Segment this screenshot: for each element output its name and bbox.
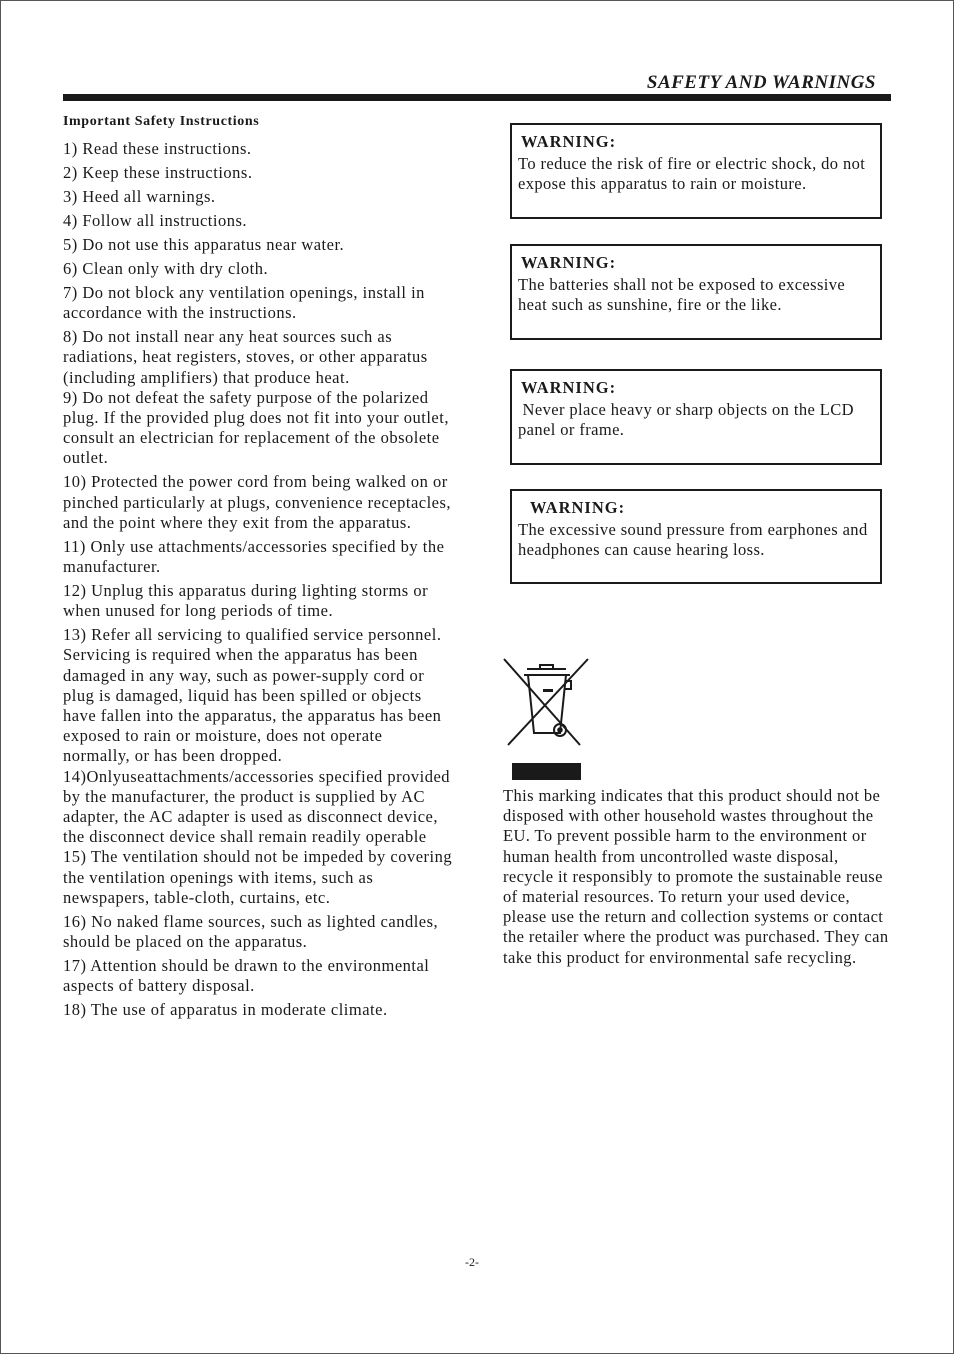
instruction-item: 17) Attention should be drawn to the environmental aspects of battery disposal. (63, 956, 430, 996)
instruction-item: 13) Refer all servicing to qualified service personnel. Servicing is required when the apparatus has been damaged in any way, such as power-supply cord or plug is damaged, liquid has been spilled or objects have fallen into the apparatus, the apparatus has been exposed to rain or moisture, does not operate normally, or has been dropped. (63, 625, 442, 766)
warning-title: WARNING: (521, 132, 617, 151)
instruction-item: 4) Follow all instructions. (63, 211, 247, 230)
warning-box-batteries (510, 244, 882, 340)
warning-text: To reduce the risk of fire or electric shock, do not expose this apparatus to rain or moisture. (518, 154, 866, 194)
instruction-item: 5) Do not use this apparatus near water. (63, 235, 345, 254)
instruction-item: 2) Keep these instructions. (63, 163, 253, 182)
warning-box-hearing (510, 489, 882, 584)
instruction-item: 14)Onlyuseattachments/accessories specified provided by the manufacturer, the product is supplied by AC adapter, the AC adapter is used as disconnect device, the disconnect device shall remain readily operable (63, 766, 451, 847)
page-title: SAFETY AND WARNINGS (646, 72, 876, 93)
warning-title: WARNING: (521, 378, 617, 397)
instructions-heading: Important Safety Instructions (63, 114, 260, 129)
instruction-item: 1) Read these instructions. (63, 139, 252, 158)
instruction-item: 18) The use of apparatus in moderate climate. (63, 1000, 388, 1020)
instructions-list (63, 139, 453, 1024)
instruction-item: 6) Clean only with dry cloth. (63, 259, 269, 278)
warning-title: WARNING: (521, 253, 617, 272)
weee-disposal-notice: This marking indicates that this product should not be disposed with other household wastes throughout the EU. To prevent possible harm to the environment or human health from uncontrolled waste disposal, recycle it responsibly to promote the sustainable reuse of material resources. To return your used device, please use the return and collection systems or contact the retailer where the product was purchased. They can take this product for environmental safe recycling. (503, 786, 889, 967)
header-rule (63, 94, 891, 101)
crossed-out-wheelie-bin-icon (500, 655, 592, 780)
warning-text: The batteries shall not be exposed to excessive heat such as sunshine, fire or the like. (518, 275, 846, 315)
instruction-item: 10) Protected the power cord from being walked on or pinched particularly at plugs, convenience receptacles, and the point where they exit from the apparatus. (63, 472, 452, 532)
instruction-item: 3) Heed all warnings. (63, 187, 216, 206)
warning-title: WARNING: (530, 498, 626, 517)
instruction-item: 12) Unplug this apparatus during lighting storms or when unused for long periods of time. (63, 581, 429, 621)
instruction-item: 16) No naked flame sources, such as lighted candles, should be placed on the apparatus. (63, 911, 439, 952)
instruction-item: 8) Do not install near any heat sources such as radiations, heat registers, stoves, or other apparatus (including amplifiers) that produce heat. (63, 327, 428, 387)
instruction-item: 15) The ventilation should not be impeded by covering the ventilation openings with items, such as newspapers, table-cloth, curtains, etc. (63, 847, 453, 907)
page-number: -2- (465, 1255, 479, 1269)
warning-text: The excessive sound pressure from earphones and headphones can cause hearing loss. (518, 520, 868, 560)
warning-box-lcd-panel (510, 369, 882, 465)
warning-box-fire-shock (510, 123, 882, 219)
instruction-item: 9) Do not defeat the safety purpose of the polarized plug. If the provided plug does not fit into your outlet, consult an electrician for replacement of the obsolete outlet. (63, 387, 449, 468)
instruction-item: 7) Do not block any ventilation openings, install in accordance with the instructions. (63, 283, 425, 323)
instruction-item: 11) Only use attachments/accessories specified by the manufacturer. (63, 536, 445, 577)
warning-text: Never place heavy or sharp objects on the LCD panel or frame. (518, 400, 859, 440)
